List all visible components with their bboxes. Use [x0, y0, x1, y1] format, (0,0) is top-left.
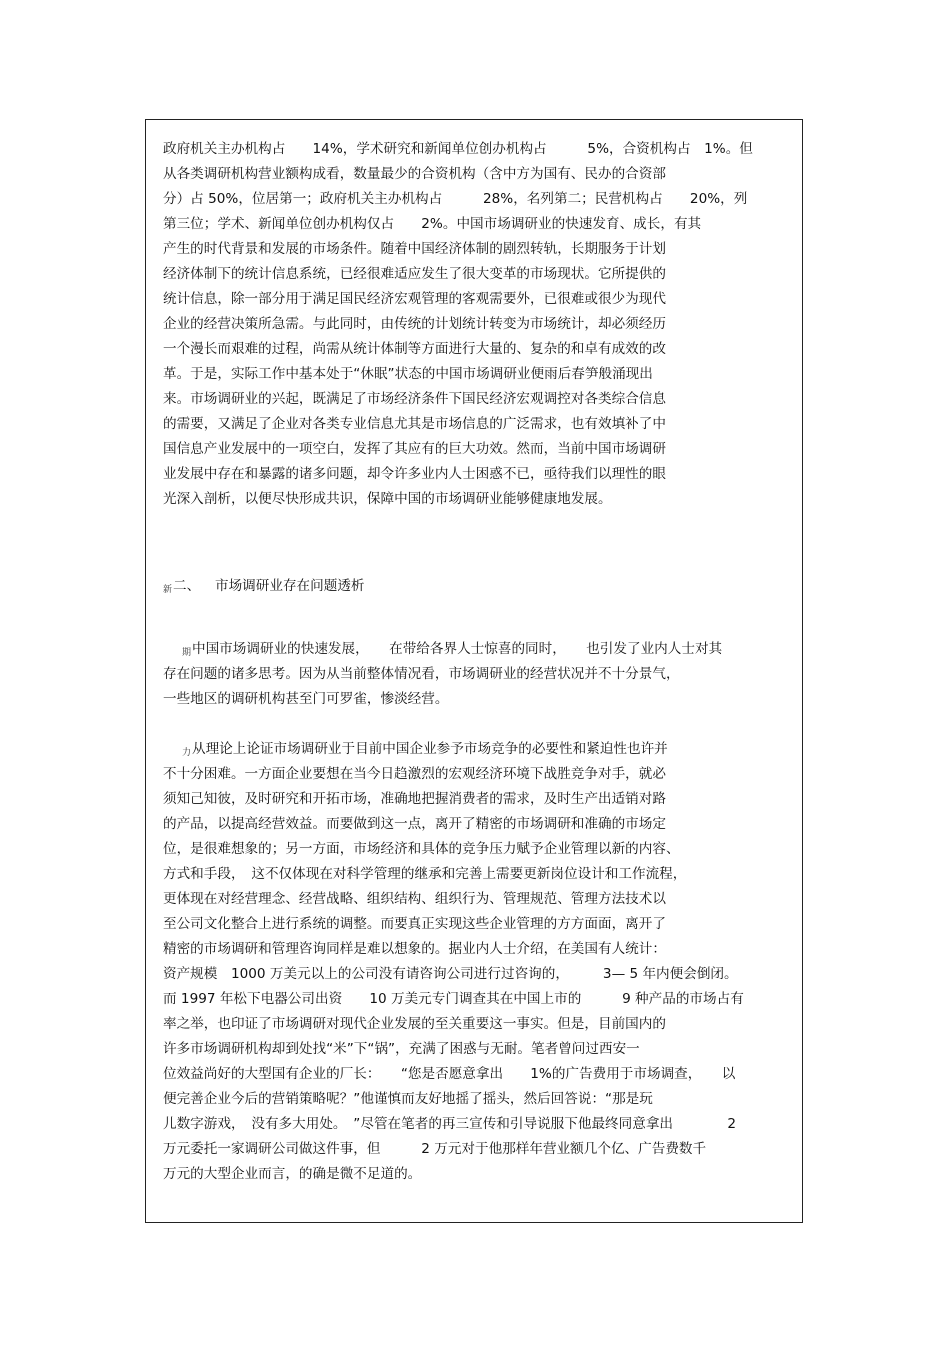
p3-line: 须知己知彼，及时研究和开拓市场，准确地把握消费者的需求，及时生产出适销对路 [163, 791, 666, 807]
p3-line: 率之举，也印证了市场调研对现代企业发展的至关重要这一事实。但是，目前国内的 [163, 1016, 666, 1032]
p2-marker: 期 [182, 648, 192, 658]
p1-line: 来。市场调研业的兴起，既满足了市场经济条件下国民经济宏观调控对各类综合信息 [163, 391, 666, 407]
p3-line: 位效益尚好的大型国有企业的厂长： “您是否愿意拿出 1%的广告费用于市场调查， 以 [163, 1066, 736, 1082]
p1-line: 经济体制下的统计信息系统，已经很难适应发生了很大变革的市场现状。它所提供的 [163, 266, 666, 282]
p1-line: 第三位；学术、新闻单位创办机构仅占 2%。中国市场调研业的快速发育、成长，有其 [163, 216, 702, 232]
p3-line: 万元的大型企业而言，的确是微不足道的。 [163, 1166, 422, 1182]
p1-line: 统计信息，除一部分用于满足国民经济宏观管理的客观需要外，已很难或很少为现代 [163, 291, 666, 307]
p1-line: 产生的时代背景和发展的市场条件。随着中国经济体制的剧烈转轨，长期服务于计划 [163, 241, 666, 257]
p3-line: 许多市场调研机构却到处找“米”下“锅”，充满了困惑与无耐。笔者曾问过西安一 [163, 1041, 640, 1057]
p3-marker: 力 [182, 748, 192, 758]
p3-line: 万元委托一家调研公司做这件事，但 2 万元对于他那样年营业额几个亿、广告费数千 [163, 1141, 707, 1157]
p1-line: 的需要，又满足了企业对各类专业信息尤其是市场信息的广泛需求，也有效填补了中 [163, 416, 666, 432]
p3-line: 从理论上论证市场调研业于目前中国企业参予市场竞争的必要性和紧迫性也许并 [192, 741, 668, 757]
p3-line: 位，是很难想象的；另一方面，市场经济和具体的竞争压力赋予企业管理以新的内容、 [163, 841, 680, 857]
heading-title: 市场调研业存在问题透析 [215, 578, 365, 594]
p1-line: 光深入剖析，以便尽快形成共识，保障中国的市场调研业能够健康地发展。 [163, 491, 612, 507]
p3-line: 至公司文化整合上进行系统的调整。而要真正实现这些企业管理的方方面面，离开了 [163, 916, 666, 932]
p3-line: 不十分困难。一方面企业要想在当今日趋激烈的宏观经济环境下战胜竞争对手，就必 [163, 766, 666, 782]
p1-line: 企业的经营决策所急需。与此同时，由传统的计划统计转变为市场统计，却必须经历 [163, 316, 666, 332]
heading-marker: 新 [163, 585, 173, 595]
p1-line: 业发展中存在和暴露的诸多问题，却令许多业内人士困惑不已，亟待我们以理性的眼 [163, 466, 666, 482]
heading-number: 二、 [173, 578, 201, 594]
p3-line: 方式和手段， 这不仅体现在对科学管理的继承和完善上需要更新岗位设计和工作流程， [163, 866, 687, 882]
p3-line: 儿数字游戏， 没有多大用处。 ”尽管在笔者的再三宣传和引导说服下他最终同意拿出 2 [163, 1116, 737, 1132]
p3-line: 的产品，以提高经营效益。而要做到这一点，离开了精密的市场调研和准确的市场定 [163, 816, 666, 832]
p3-line: 资产规模 1000 万美元以上的公司没有请咨询公司进行过咨询的， 3— 5 年内便会倒闭。 [163, 966, 738, 982]
p1-line: 国信息产业发展中的一项空白，发挥了其应有的巨大功效。然而，当前中国市场调研 [163, 441, 666, 457]
p1-line: 从各类调研机构营业额构成看，数量最少的合资机构（含中方为国有、民办的合资部 [163, 166, 666, 182]
p2-line: 存在问题的诸多思考。因为从当前整体情况看，市场调研业的经营状况并不十分景气， [163, 666, 680, 682]
p3-line: 便完善企业今后的营销策略呢？”他谨慎而友好地摇了摇头，然后回答说：“那是玩 [163, 1091, 653, 1107]
p1-line: 革。于是，实际工作中基本处于“休眠”状态的中国市场调研业便雨后春笋般涌现出 [163, 366, 653, 382]
p3-line: 更体现在对经营理念、经营战略、组织结构、组织行为、管理规范、管理方法技术以 [163, 891, 666, 907]
p2-line: 中国市场调研业的快速发展， 在带给各界人士惊喜的同时， 也引发了业内人士对其 [192, 641, 723, 657]
p3-line: 而 1997 年松下电器公司出资 10 万美元专门调查其在中国上市的 9 种产品的市场占有 [163, 991, 744, 1007]
p1-line: 一个漫长而艰难的过程，尚需从统计体制等方面进行大量的、复杂的和卓有成效的改 [163, 341, 666, 357]
p3-line: 精密的市场调研和管理咨询同样是难以想象的。据业内人士介绍，在美国有人统计： [163, 941, 666, 957]
p1-line: 分）占 50%，位居第一；政府机关主办机构占 28%，名列第二；民营机构占 20%，列 [163, 191, 748, 207]
p1-line: 政府机关主办机构占 14%，学术研究和新闻单位创办机构占 5%，合资机构占 1%。但 [163, 141, 753, 157]
p2-line: 一些地区的调研机构甚至门可罗雀，惨淡经营。 [163, 691, 449, 707]
